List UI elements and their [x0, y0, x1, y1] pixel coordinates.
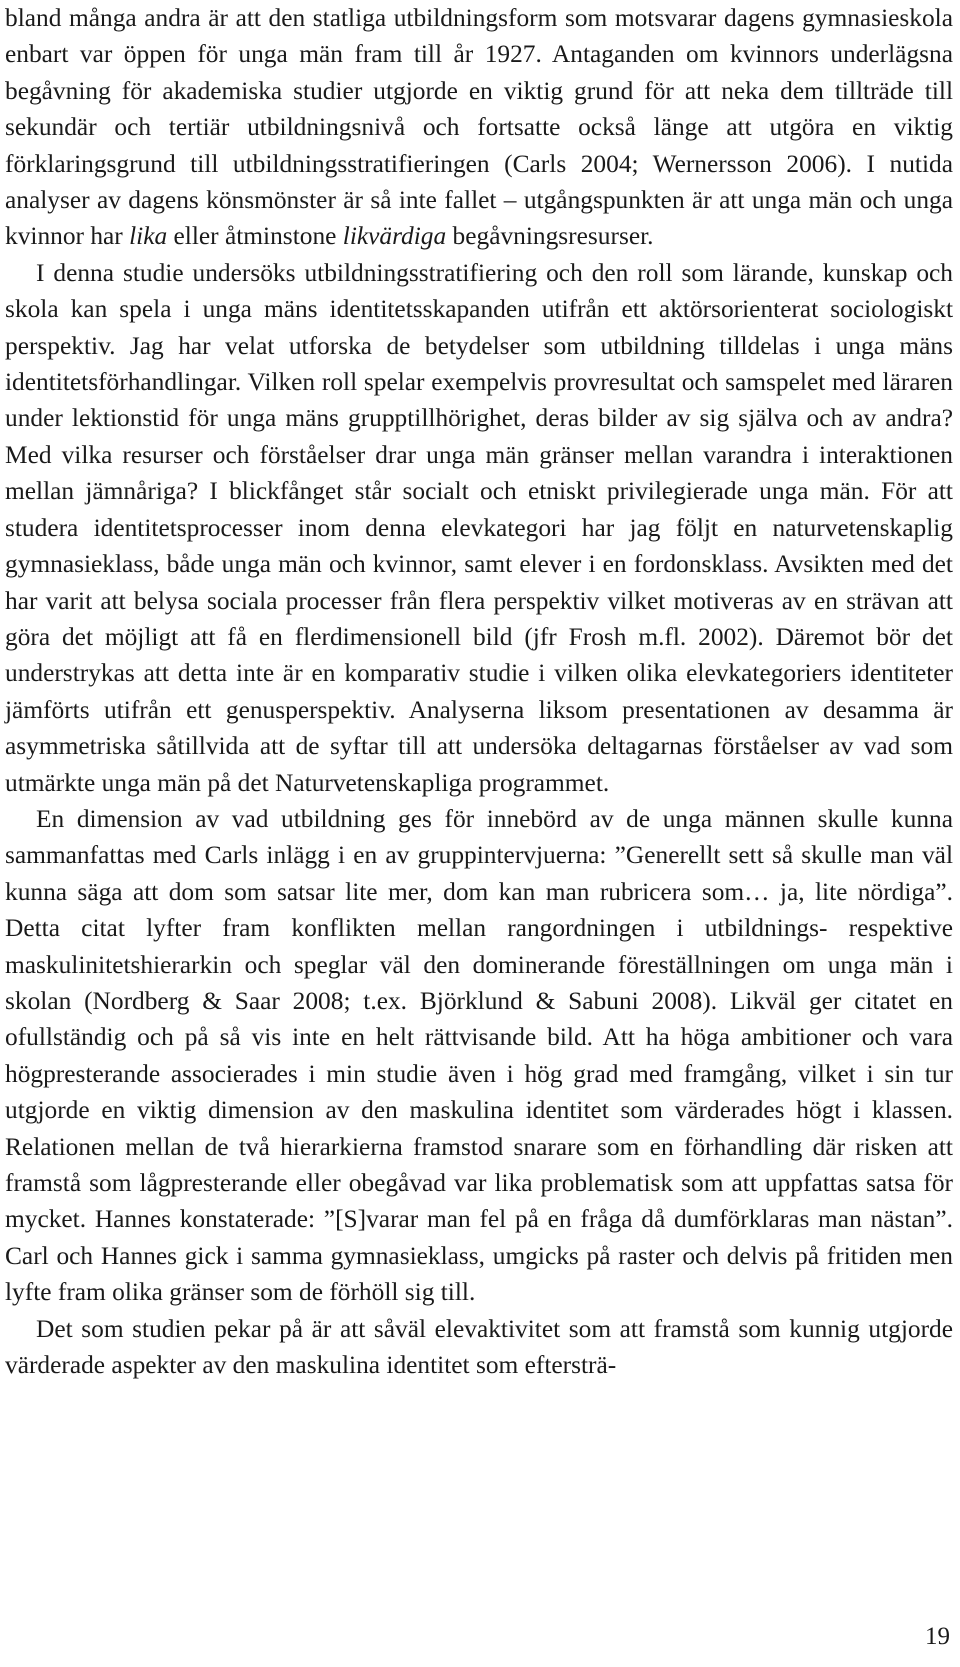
body-text	[5, 0, 953, 1383]
paragraph-3: En dimension av vad utbildning ges för innebörd av de unga männen skulle kunna sammanfattas med Carls inlägg i en av gruppintervjuerna: ”Generellt sett så skulle man väl kunna säga att dom som satsar lite mer, dom kan man rubricera som… ja, lite nördiga”. Detta citat lyfter fram konflikten mellan rangordningen i utbildnings- respektive maskulinitetshierarkin och speglar väl den dominerande föreställningen om unga män i skolan (Nordberg & Saar 2008; t.ex. Björklund & Sabuni 2008). Likväl ger citatet en ofullständig och på så vis inte en helt rättvisande bild. Att ha höga ambitioner och vara högpresterande associerades i min studie även i hög grad med framgång, vilket i sin tur utgjorde en viktig dimension av den maskulina identitet som värderades högt i klassen. Relationen mellan de två hierarkierna framstod snarare som en förhandling där risken att framstå som lågpresterande eller obegåvad var lika problematisk som att uppfattas satsa för mycket. Hannes konstaterade: ”[S]varar man fel på en fråga då dumförklaras man nästan”. Carl och Hannes gick i samma gymnasieklass, umgicks på raster och delvis på fritiden men lyfte fram olika gränser som de förhöll sig till.	[5, 804, 953, 1307]
paragraph-1-text-a: bland många andra är att den statliga utbildningsform som motsvarar dagens gymnasieskola enbart var öppen för unga män fram till år 1927. Antaganden om kvinnors underlägsna begåvning för akademiska studier utgjorde en viktig grund för att neka dem tillträde till sekundär och tertiär utbildningsnivå och fortsatte också länge att utgöra en viktig förklaringsgrund till utbildningsstratifieringen (Carls 2004; Wernersson 2006). I nutida analyser av dagens könsmönster är så inte fallet – utgångspunkten är att unga män och unga kvinnor har	[5, 4, 953, 251]
page-number: 19	[925, 1623, 950, 1650]
paragraph-1-text-c: begåvningsresurser.	[446, 222, 654, 251]
emphasis-lika: lika	[129, 222, 168, 251]
emphasis-likvardiga: likvärdiga	[342, 222, 447, 251]
paragraph-1	[5, 0, 953, 255]
paragraph-2: I denna studie undersöks utbildningsstratifiering och den roll som lärande, kunskap och skola kan spela i unga mäns identitetsskapanden utifrån ett aktörsorienterat sociologiskt perspektiv. Jag har velat utforska de betydelser som utbildning tilldelas i unga mäns identitetsförhandlingar. Vilken roll spelar exempelvis provresultat och samspelet med läraren under lektionstid för unga mäns grupptillhörighet, deras bilder av sig själva och av andra? Med vilka resurser och förståelser drar unga män gränser mellan varandra i interaktionen mellan jämnåriga? I blickfånget står socialt och etniskt privilegierade unga män. För att studera identitetsprocesser inom denna elevkategori har jag följt en naturvetenskaplig gymnasieklass, både unga män och kvinnor, samt elever i en fordonsklass. Avsikten med det har varit att belysa sociala processer från flera perspektiv vilket motiveras av en strävan att göra det möjligt att få en flerdimensionell bild (jfr Frosh m.fl. 2002). Däremot bör det understrykas att detta inte är en komparativ studie i vilken olika elevkategoriers identiteter jämförts utifrån ett genusperspektiv. Analyserna liksom presentationen av desamma är asymmetriska såtillvida att de syftar till att undersöka deltagarnas förståelser av vad som utmärkte unga män på det Naturvetenskapliga programmet.	[5, 258, 953, 797]
paragraph-1-text-b: eller åtminstone	[167, 222, 343, 251]
paragraph-4: Det som studien pekar på är att såväl elevaktivitet som att framstå som kunnig utgjorde värderade aspekter av den maskulina identitet som eftersträ-	[5, 1314, 953, 1380]
